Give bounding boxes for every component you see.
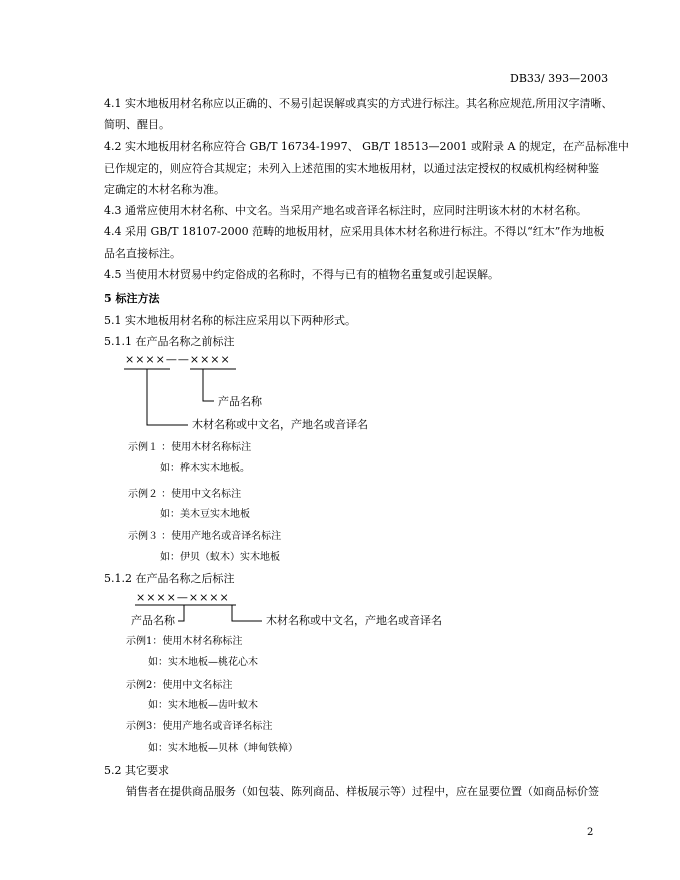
paragraph-4-3: 4.3 通常应使用木材名称、中文名。当采用产地名或音译名标注时，应同时注明该木材的木材名称。 xyxy=(104,204,587,217)
section-5-2-text: 销售者在提供商品服务（如包装、陈列商品、样板展示等）过程中，应在显要位置（如商品标价签 xyxy=(126,785,599,798)
paragraph-4-2-cont-1: 已作规定的，则应符合其规定；未列入上述范围的实木地板用材，以通过法定授权的权威机构经树种鉴 xyxy=(104,162,599,175)
example-2-1-value: 如：实木地板—桃花心木 xyxy=(148,657,258,668)
example-3-value: 如：伊贝（蚁木）实木地板 xyxy=(160,552,280,563)
diagram-2-code: ××××—×××× xyxy=(136,591,230,604)
paragraph-4-1-cont: 简明、醒目。 xyxy=(104,118,170,131)
example-3-title: 示例３ ：使用产地名或音译名标注 xyxy=(128,531,282,542)
diagram-1-wood-label: 木材名称或中文名，产地名或音译名 xyxy=(192,418,368,431)
bracket-product-1 xyxy=(203,369,214,401)
paragraph-4-5: 4.5 当使用木材贸易中约定俗成的名称时，不得与已有的植物名重复或引起误解。 xyxy=(104,268,499,281)
diagram-1-product-label: 产品名称 xyxy=(218,395,262,408)
paragraph-5-1-1: 5.1.1 在产品名称之前标注 xyxy=(104,335,235,348)
section-5-2-heading: 5.2 其它要求 xyxy=(104,764,169,777)
paragraph-5-1-2: 5.1.2 在产品名称之后标注 xyxy=(104,572,235,585)
bracket-wood-1 xyxy=(147,369,188,425)
paragraph-5-1: 5.1 实木地板用材名称的标注应采用以下两种形式。 xyxy=(104,314,356,327)
section-5-heading: 5 标注方法 xyxy=(104,292,160,305)
example-2-2-value: 如：实木地板—齿叶蚁木 xyxy=(148,700,258,711)
document-number: DB33/ 393—2003 xyxy=(510,72,609,85)
page-number: 2 xyxy=(587,827,594,838)
example-2-3-value: 如：实木地板—贝林（坤甸铁樟） xyxy=(148,743,298,754)
bracket-wood-2 xyxy=(232,605,262,621)
example-1-title: 示例１ ：使用木材名称标注 xyxy=(128,442,252,453)
paragraph-4-4: 4.4 采用 GB/T 18107-2000 范畴的地板用材，应采用具体木材名称进行标注。不得以“红木”作为地板 xyxy=(104,225,605,238)
paragraph-4-4-cont: 品名直接标注。 xyxy=(104,247,181,260)
paragraph-4-1: 4.1 实木地板用材名称应以正确的、不易引起误解或真实的方式进行标注。其名称应规范,所用汉字清晰、 xyxy=(104,97,613,110)
paragraph-4-2: 4.2 实木地板用材名称应符合 GB/T 16734-1997、 GB/T 18513—2001 或附录 A 的规定，在产品标准中 xyxy=(104,140,629,153)
example-2-title: 示例２ ：使用中文名标注 xyxy=(128,489,242,500)
paragraph-4-2-cont-2: 定确定的木材名称为准。 xyxy=(104,183,225,196)
example-2-value: 如：美木豆实木地板 xyxy=(160,509,250,520)
example-2-1-title: 示例1：使用木材名称标注 xyxy=(126,636,243,647)
example-1-value: 如：桦木实木地板。 xyxy=(160,463,250,474)
diagram-2-wood-label: 木材名称或中文名，产地名或音译名 xyxy=(266,614,442,627)
example-2-3-title: 示例3：使用产地名或音译名标注 xyxy=(126,721,273,732)
bracket-product-2 xyxy=(178,605,184,621)
diagram-2-product-label: 产品名称 xyxy=(131,614,175,627)
example-2-2-title: 示例2：使用中文名标注 xyxy=(126,680,233,691)
diagram-1-code: ××××——×××× xyxy=(125,353,231,366)
